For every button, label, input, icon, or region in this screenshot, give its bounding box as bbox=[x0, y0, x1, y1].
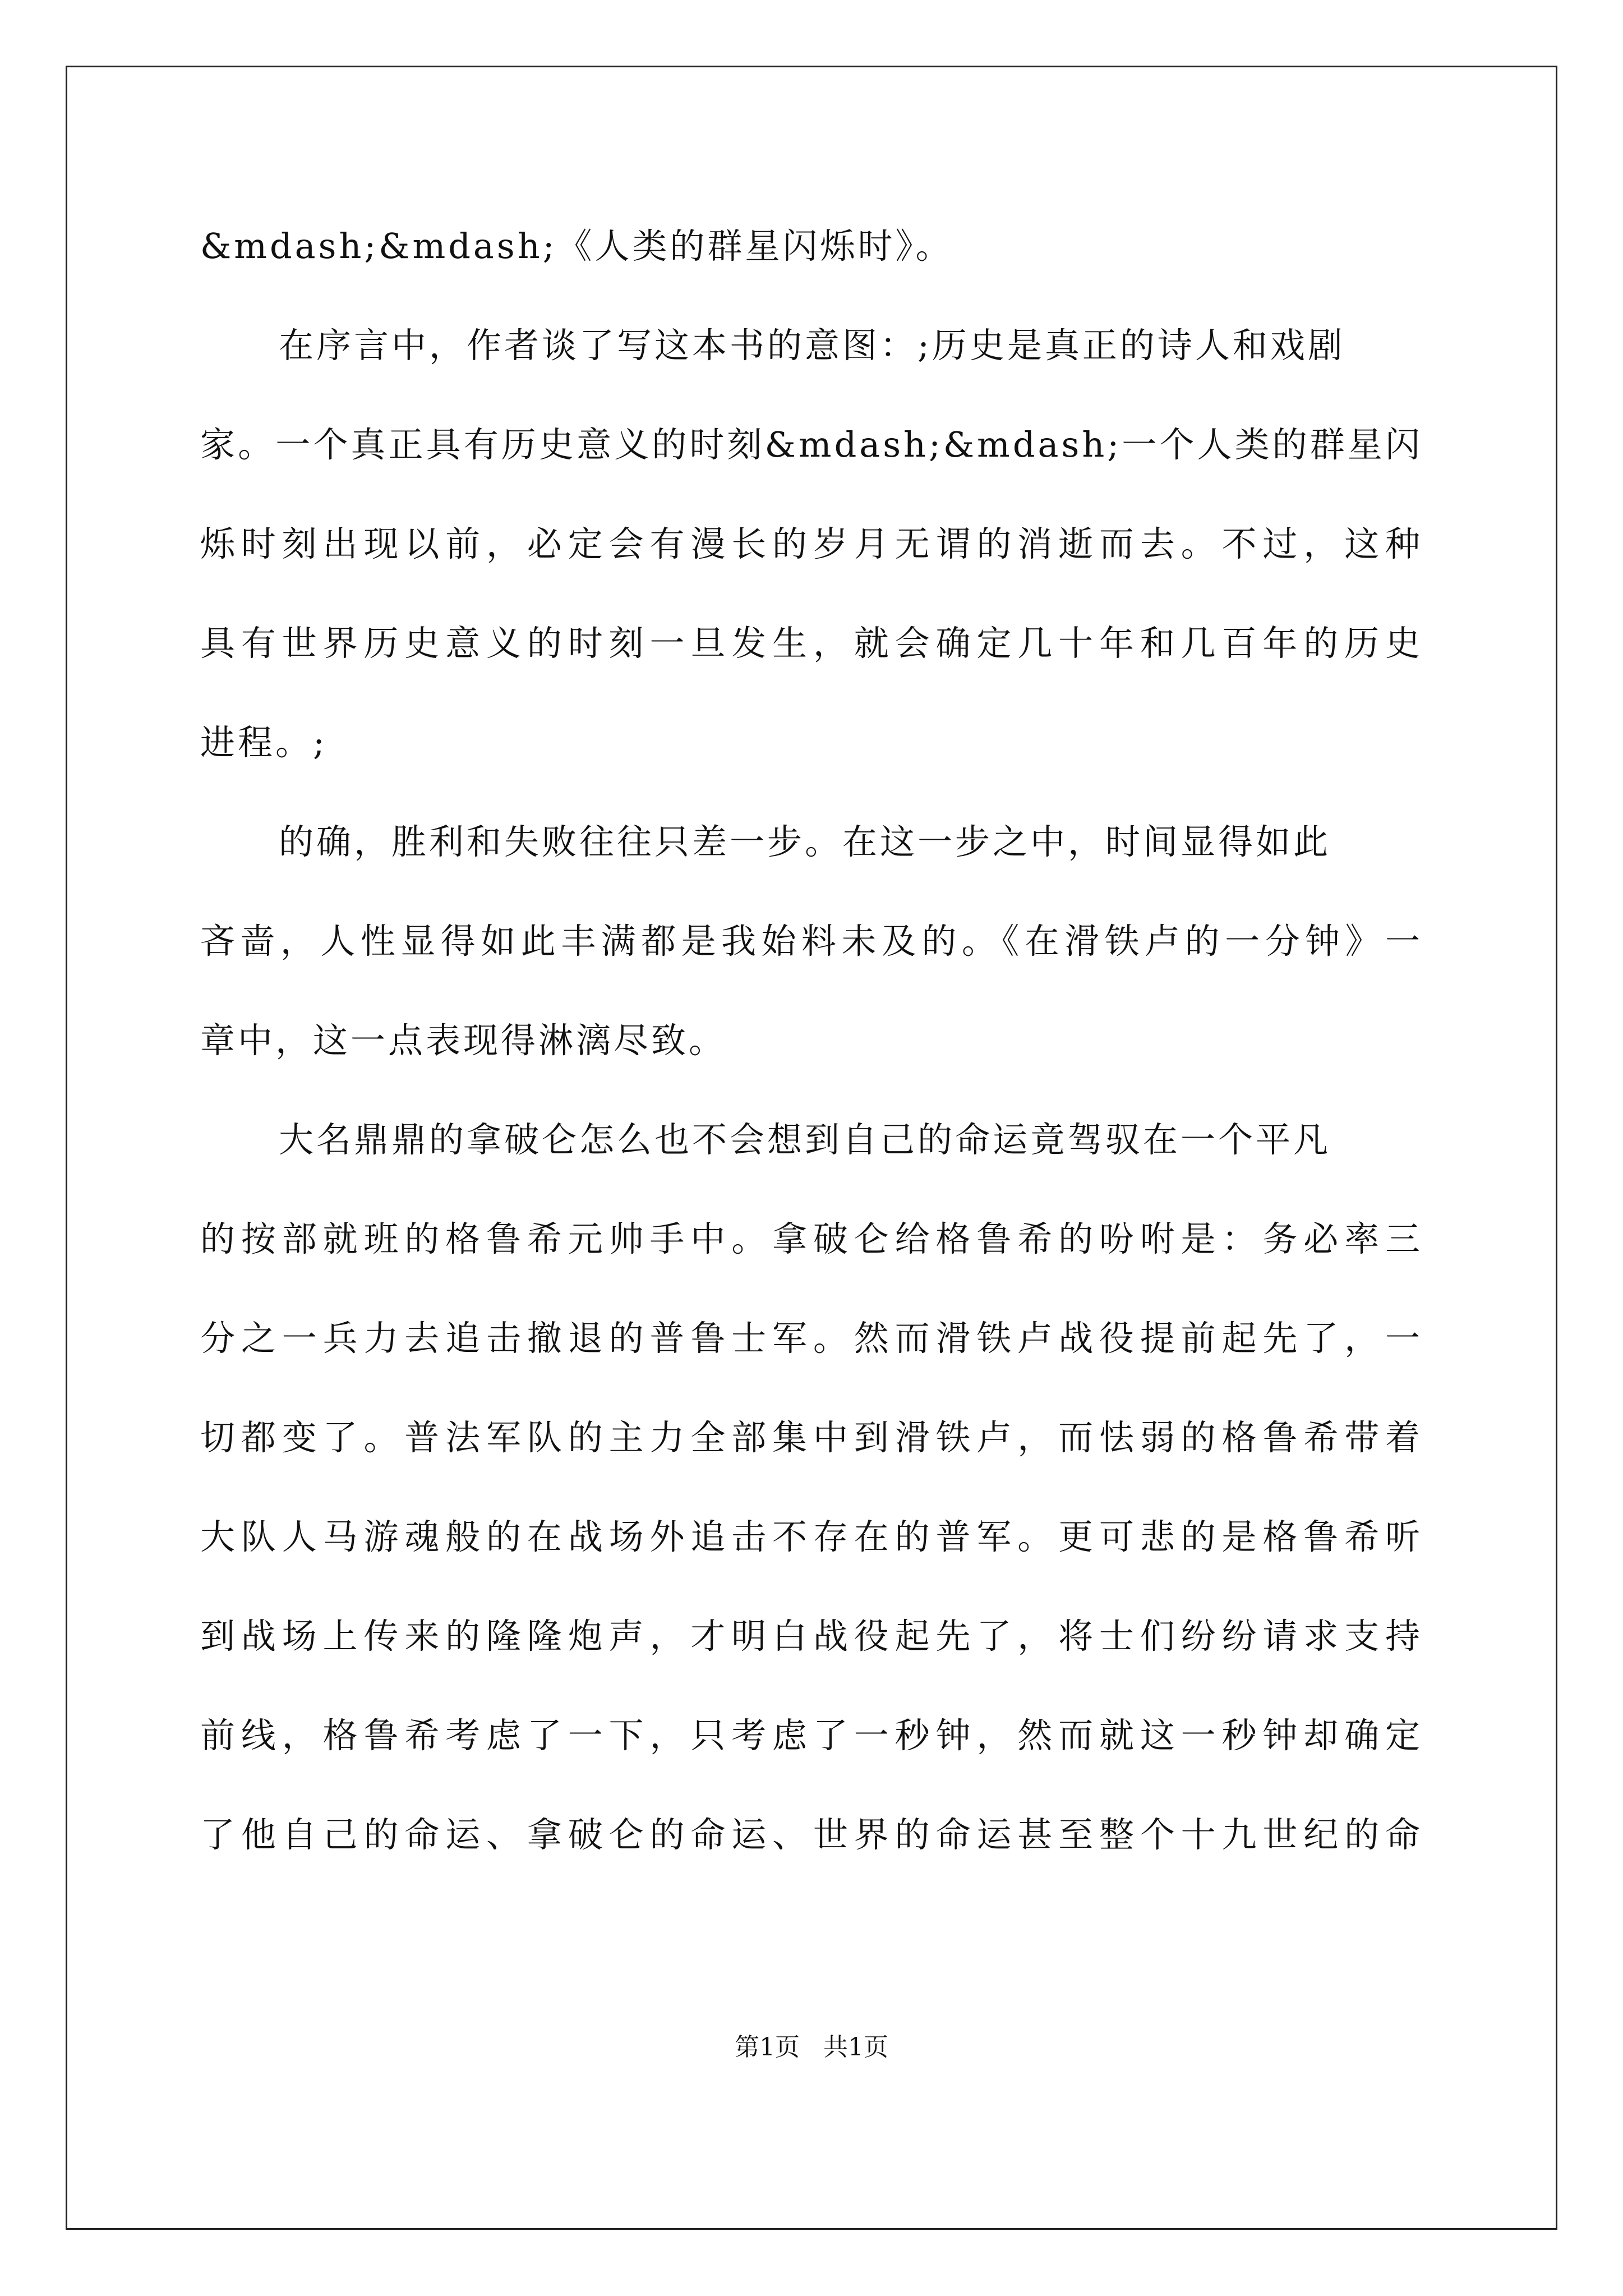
text-line: 的按部就班的格鲁希元帅手中。拿破仑给格鲁希的吩咐是：务必率三 bbox=[200, 1218, 1423, 1259]
text-line: 具有世界历史意义的时刻一旦发生，就会确定几十年和几百年的历史 bbox=[200, 623, 1423, 664]
text-line: 章中，这一点表现得淋漓尽致。 bbox=[200, 1020, 727, 1061]
text-line: 到战场上传来的隆隆炮声，才明白战役起先了，将士们纷纷请求支持 bbox=[200, 1616, 1423, 1657]
page-number-footer: 第1页 共1页 bbox=[735, 2033, 888, 2062]
text-line: 切都变了。普法军队的主力全部集中到滑铁卢，而怯弱的格鲁希带着 bbox=[200, 1417, 1423, 1458]
document-body bbox=[200, 196, 1423, 1884]
text-line: 了他自己的命运、拿破仑的命运、世界的命运甚至整个十九世纪的命 bbox=[200, 1814, 1423, 1855]
text-line: 前线，格鲁希考虑了一下，只考虑了一秒钟，然而就这一秒钟却确定 bbox=[200, 1715, 1423, 1756]
text-line: &mdash;&mdash;《人类的群星闪烁时》。 bbox=[200, 226, 953, 266]
text-line: 吝啬，人性显得如此丰满都是我始料未及的。《在滑铁卢的一分钟》一 bbox=[200, 921, 1423, 961]
text-line: 的确，胜利和失败往往只差一步。在这一步之中，时间显得如此 bbox=[279, 821, 1331, 862]
text-line: 在序言中，作者谈了写这本书的意图：;历史是真正的诗人和戏剧 bbox=[279, 325, 1345, 366]
text-line: 分之一兵力去追击撤退的普鲁士军。然而滑铁卢战役提前起先了，一 bbox=[200, 1318, 1423, 1359]
text-line: 烁时刻出现以前，必定会有漫长的岁月无谓的消逝而去。不过，这种 bbox=[200, 523, 1423, 564]
text-line: 进程。; bbox=[200, 722, 328, 763]
text-line: 大名鼎鼎的拿破仑怎么也不会想到自己的命运竟驾驭在一个平凡 bbox=[279, 1119, 1331, 1160]
text-line: 大队人马游魂般的在战场外追击不存在的普军。更可悲的是格鲁希听 bbox=[200, 1516, 1423, 1557]
text-line: 家。一个真正具有历史意义的时刻&mdash;&mdash;一个人类的群星闪 bbox=[200, 424, 1423, 465]
